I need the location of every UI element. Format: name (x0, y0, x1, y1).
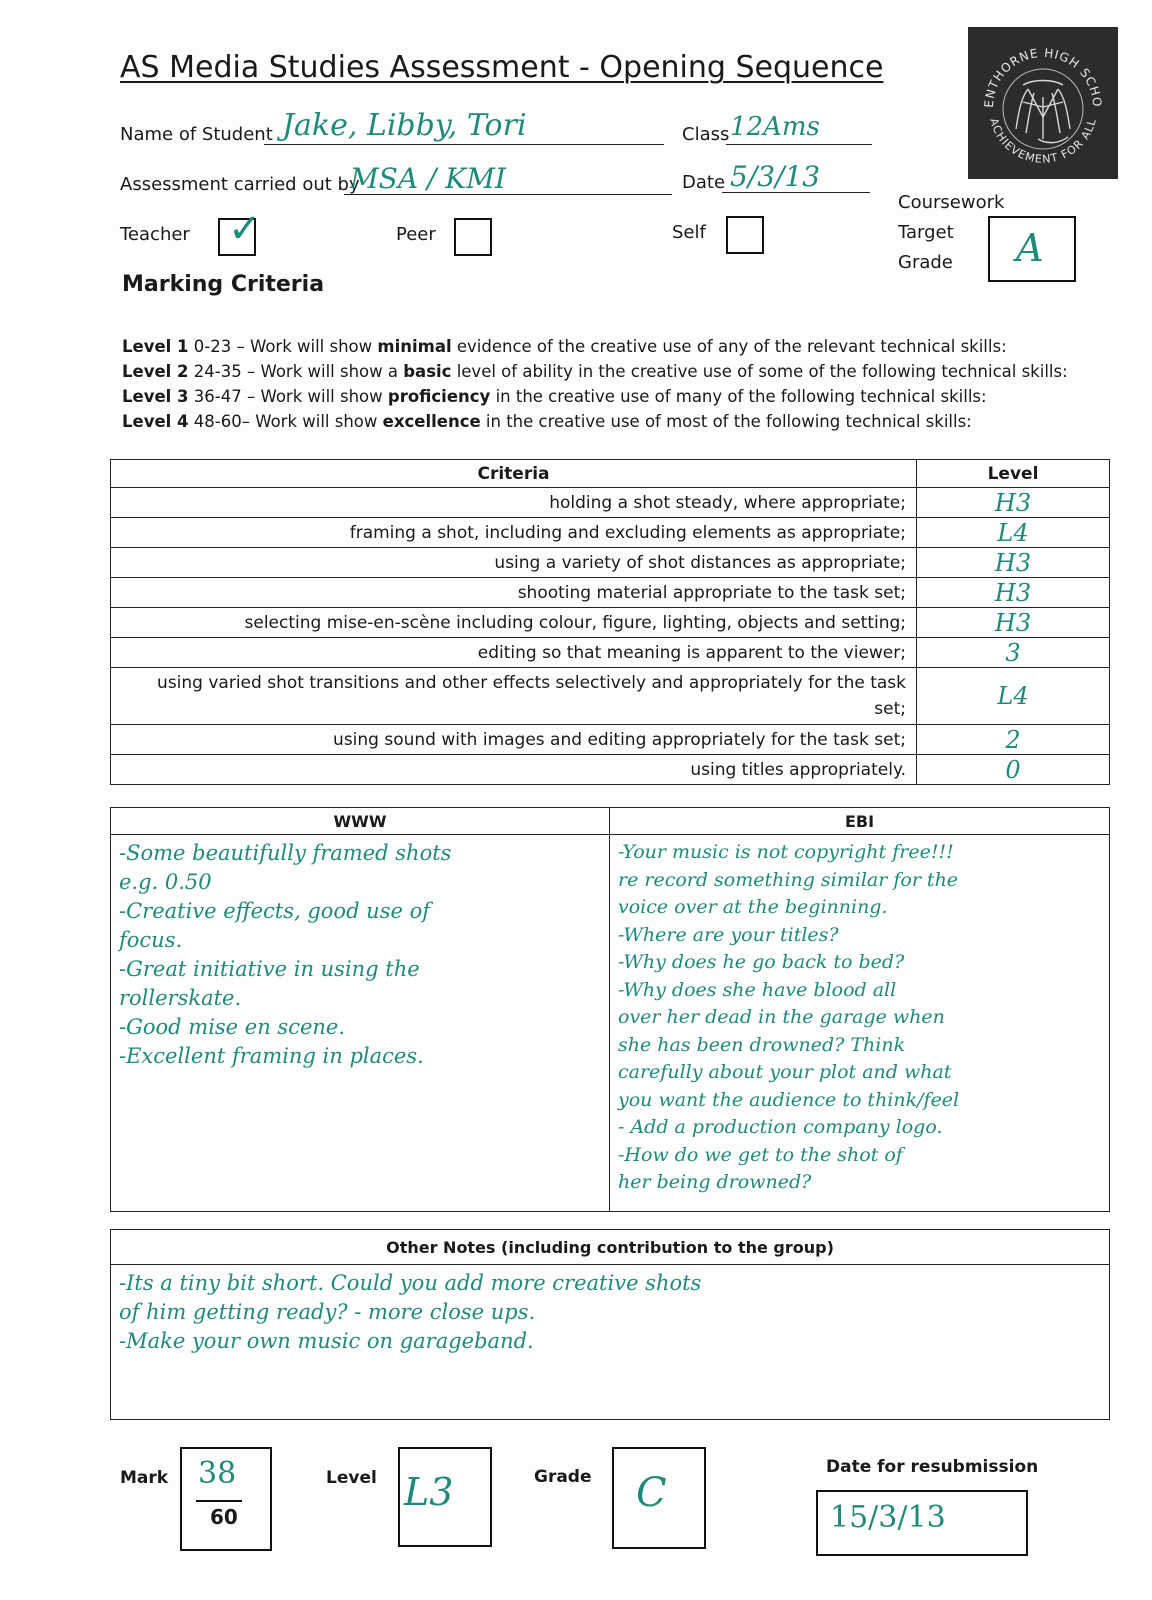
level-4-description: Level 4 48-60– Work will show excellence in the creative use of most of the following technical skills: (122, 412, 972, 431)
student-name-label: Name of Student (120, 124, 273, 145)
table-row (111, 755, 1110, 785)
mark-label: Mark (120, 1468, 169, 1488)
target-grade-value: A (1016, 226, 1044, 270)
school-logo (968, 27, 1118, 179)
level-descriptions (122, 334, 1068, 434)
criteria-cell: framing a shot, including and excluding elements as appropriate; (111, 518, 917, 548)
other-notes-header: Other Notes (including contribution to the group) (111, 1230, 1110, 1265)
marking-criteria-heading: Marking Criteria (122, 272, 325, 297)
table-row (111, 488, 1110, 518)
level-label: Level (326, 1468, 377, 1488)
criteria-cell: using titles appropriately. (111, 755, 917, 785)
criteria-table-header (111, 460, 1110, 488)
level-cell[interactable]: 3 (917, 638, 1110, 668)
class-line (726, 144, 872, 145)
ebi-header: EBI (610, 808, 1110, 835)
table-row (111, 608, 1110, 638)
level-column-header: Level (917, 460, 1110, 488)
level-cell[interactable]: 2 (917, 725, 1110, 755)
other-notes-row (111, 1265, 1110, 1420)
level-2-description: Level 2 24-35 – Work will show a basic level of ability in the creative use of some of the following technical skills: (122, 362, 1068, 381)
target-label: Target (898, 222, 954, 243)
logo-text-bottom: ACHIEVEMENT FOR ALL (987, 116, 1099, 166)
teacher-label: Teacher (120, 224, 190, 245)
assessor-value[interactable]: MSA / KMI (350, 162, 506, 195)
level-cell[interactable]: 0 (917, 755, 1110, 785)
other-notes-header-row (111, 1230, 1110, 1265)
criteria-table (110, 459, 1110, 785)
level-1-description: Level 1 0-23 – Work will show minimal evidence of the creative use of any of the relevant technical skills: (122, 337, 1007, 356)
level-cell[interactable]: H3 (917, 548, 1110, 578)
ebi-cell[interactable] (610, 835, 1110, 1212)
self-label: Self (672, 222, 706, 243)
criteria-cell: using a variety of shot distances as appropriate; (111, 548, 917, 578)
feedback-table-header (111, 808, 1110, 835)
criteria-cell: editing so that meaning is apparent to the viewer; (111, 638, 917, 668)
student-name-line (264, 144, 664, 145)
other-notes-text: -Its a tiny bit short. Could you add more creative shots of him getting ready? - more close ups. -Make your own music on garageband. (119, 1271, 702, 1353)
assessor-label: Assessment carried out by (120, 174, 360, 195)
self-checkbox[interactable] (726, 216, 764, 254)
www-header: WWW (111, 808, 610, 835)
other-notes-table (110, 1229, 1110, 1420)
mark-total: 60 (210, 1505, 238, 1529)
class-value[interactable]: 12Ams (730, 112, 820, 142)
level-3-description: Level 3 36-47 – Work will show proficiency in the creative use of many of the following technical skills: (122, 387, 987, 406)
level-cell[interactable]: L4 (917, 518, 1110, 548)
date-value[interactable]: 5/3/13 (730, 160, 821, 193)
grade-footer-label: Grade (534, 1467, 592, 1487)
criteria-cell: selecting mise-en-scène including colour, figure, lighting, objects and setting; (111, 608, 917, 638)
feedback-table (110, 807, 1110, 1212)
criteria-column-header: Criteria (111, 460, 917, 488)
other-notes-cell[interactable] (111, 1265, 1110, 1420)
peer-label: Peer (396, 224, 436, 245)
resubmission-value: 15/3/13 (830, 1500, 946, 1535)
table-row (111, 578, 1110, 608)
level-cell[interactable]: L4 (917, 668, 1110, 725)
feedback-row (111, 835, 1110, 1212)
level-cell[interactable]: H3 (917, 488, 1110, 518)
grade-value: C (636, 1470, 667, 1516)
table-row (111, 638, 1110, 668)
table-row (111, 668, 1110, 725)
grade-label: Grade (898, 252, 953, 273)
table-row (111, 725, 1110, 755)
teacher-check-mark: ✓ (228, 206, 262, 252)
page-title: AS Media Studies Assessment - Opening Sequence (120, 50, 884, 85)
table-row (111, 548, 1110, 578)
criteria-cell: shooting material appropriate to the task set; (111, 578, 917, 608)
table-row (111, 518, 1110, 548)
class-label: Class (682, 124, 730, 145)
student-name-value[interactable]: Jake, Libby, Tori (282, 108, 527, 143)
logo-text-top: ENTHORNE HIGH SCHO (981, 45, 1105, 109)
criteria-cell: holding a shot steady, where appropriate; (111, 488, 917, 518)
coursework-label: Coursework (898, 192, 1005, 213)
www-notes: -Some beautifully framed shots e.g. 0.50 -Creative effects, good use of focus. -Great initiative in using the rollerskate. -Good mise en scene. -Excellent framing in places. (119, 841, 452, 1068)
school-logo-emblem (968, 27, 1118, 179)
mark-fraction-line (196, 1500, 242, 1502)
criteria-cell: using sound with images and editing appropriately for the task set; (111, 725, 917, 755)
level-cell[interactable]: H3 (917, 608, 1110, 638)
criteria-cell: using varied shot transitions and other effects selectively and appropriately for the task set; (111, 668, 917, 725)
ebi-notes: -Your music is not copyright free!!! re record something similar for the voice over at the beginning. -Where are your titles? -Why does he go back to bed? -Why does she have blood all over her dead in the garage when she has been drowned? Think carefully about your plot and what you want the audience to think/feel - Add a production company logo. -How do we get to the shot of her being drowned? (618, 841, 960, 1193)
date-label: Date (682, 172, 726, 193)
level-cell[interactable]: H3 (917, 578, 1110, 608)
www-cell[interactable] (111, 835, 610, 1212)
peer-checkbox[interactable] (454, 218, 492, 256)
mark-value: 38 (198, 1456, 237, 1491)
level-value: L3 (404, 1470, 454, 1514)
resubmission-label: Date for resubmission (826, 1457, 1039, 1477)
